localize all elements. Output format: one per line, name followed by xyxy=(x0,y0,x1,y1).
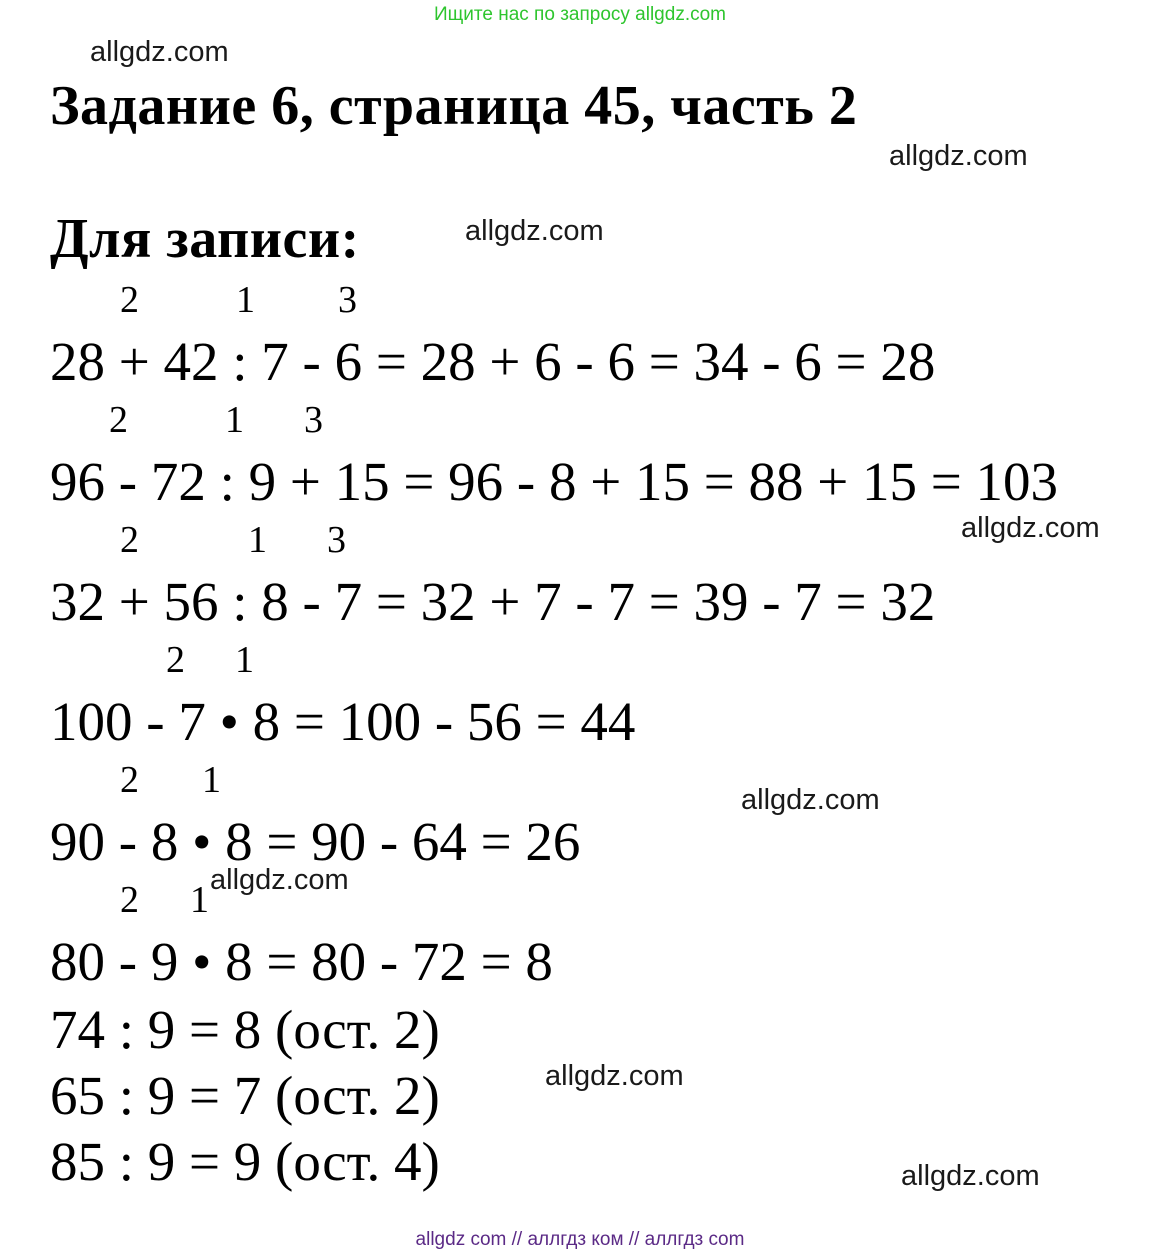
order-mark: 1 xyxy=(190,879,209,921)
order-mark: 2 xyxy=(120,519,139,561)
watermark: allgdz.com xyxy=(741,784,880,816)
watermark: allgdz.com xyxy=(889,140,1028,172)
order-mark: 1 xyxy=(236,279,255,321)
expression: 80 - 9 • 8 = 80 - 72 = 8 xyxy=(50,931,553,992)
watermark: allgdz.com xyxy=(901,1160,1040,1192)
order-mark: 1 xyxy=(225,399,244,441)
expression: 100 - 7 • 8 = 100 - 56 = 44 xyxy=(50,691,636,752)
order-mark: 2 xyxy=(109,399,128,441)
expression: 90 - 8 • 8 = 90 - 64 = 26 xyxy=(50,811,581,872)
watermark: allgdz.com xyxy=(90,36,229,68)
expression: 28 + 42 : 7 - 6 = 28 + 6 - 6 = 34 - 6 = 28 xyxy=(50,331,936,392)
watermark: allgdz.com xyxy=(465,215,604,247)
expression: 32 + 56 : 8 - 7 = 32 + 7 - 7 = 39 - 7 = 32 xyxy=(50,571,936,632)
order-mark: 2 xyxy=(120,879,139,921)
order-mark: 3 xyxy=(338,279,357,321)
expression: 85 : 9 = 9 (ост. 4) xyxy=(50,1131,440,1192)
watermark: allgdz.com xyxy=(545,1060,684,1092)
expression: 74 : 9 = 8 (ост. 2) xyxy=(50,999,440,1060)
order-mark: 2 xyxy=(120,279,139,321)
order-mark: 1 xyxy=(248,519,267,561)
order-mark: 1 xyxy=(202,759,221,801)
watermark: allgdz.com xyxy=(210,864,349,896)
expression: 96 - 72 : 9 + 15 = 96 - 8 + 15 = 88 + 15 = 103 xyxy=(50,451,1059,512)
watermark: allgdz.com xyxy=(961,512,1100,544)
top-banner: Ищите нас по запросу allgdz.com xyxy=(433,4,726,25)
section-heading: Для записи: xyxy=(50,208,360,270)
footer-watermark: allgdz com // аллгдз ком // аллгдз com xyxy=(415,1229,745,1250)
expression: 65 : 9 = 7 (ост. 2) xyxy=(50,1065,440,1126)
page-title: Задание 6, страница 45, часть 2 xyxy=(50,75,858,137)
order-mark: 2 xyxy=(120,759,139,801)
order-mark: 3 xyxy=(304,399,323,441)
order-mark: 1 xyxy=(235,639,254,681)
order-mark: 2 xyxy=(166,639,185,681)
order-mark: 3 xyxy=(327,519,346,561)
